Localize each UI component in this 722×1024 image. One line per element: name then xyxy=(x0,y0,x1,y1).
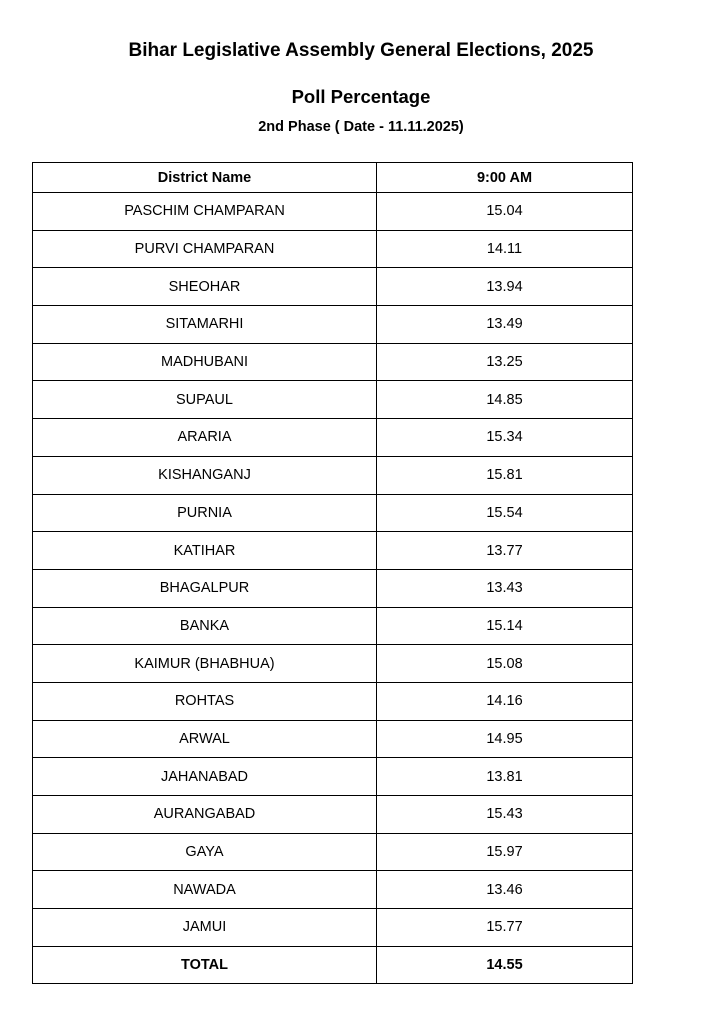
district-name-cell: MADHUBANI xyxy=(33,343,377,381)
column-header-time: 9:00 AM xyxy=(377,163,633,193)
district-name-cell: NAWADA xyxy=(33,871,377,909)
district-name-cell: SUPAUL xyxy=(33,381,377,419)
table-row xyxy=(33,645,633,683)
table-row xyxy=(33,796,633,834)
table-row xyxy=(33,230,633,268)
poll-percentage-cell: 15.34 xyxy=(377,419,633,457)
table-body xyxy=(33,193,633,984)
poll-percentage-cell: 15.04 xyxy=(377,193,633,231)
table-row xyxy=(33,833,633,871)
table-row xyxy=(33,381,633,419)
table-row xyxy=(33,682,633,720)
poll-percentage-cell: 13.49 xyxy=(377,306,633,344)
table-row xyxy=(33,909,633,947)
poll-percentage-cell: 15.97 xyxy=(377,833,633,871)
document-subtitle: Poll Percentage xyxy=(291,86,431,107)
phase-date-line: 2nd Phase ( Date - 11.11.2025) xyxy=(258,119,464,135)
district-name-cell: PURVI CHAMPARAN xyxy=(33,230,377,268)
table-row xyxy=(33,419,633,457)
district-name-cell: KAIMUR (BHABHUA) xyxy=(33,645,377,683)
table-row xyxy=(33,268,633,306)
district-name-cell: GAYA xyxy=(33,833,377,871)
table-row xyxy=(33,569,633,607)
total-row xyxy=(33,946,633,984)
poll-percentage-cell: 14.95 xyxy=(377,720,633,758)
column-header-district: District Name xyxy=(33,163,377,193)
poll-percentage-cell: 13.25 xyxy=(377,343,633,381)
poll-percentage-cell: 15.14 xyxy=(377,607,633,645)
table-row xyxy=(33,306,633,344)
district-name-cell: PURNIA xyxy=(33,494,377,532)
poll-percentage-cell: 14.16 xyxy=(377,682,633,720)
table-row xyxy=(33,193,633,231)
poll-percentage-cell: 15.08 xyxy=(377,645,633,683)
total-value: 14.55 xyxy=(377,946,633,984)
total-label: TOTAL xyxy=(33,946,377,984)
district-name-cell: KISHANGANJ xyxy=(33,456,377,494)
district-name-cell: JAHANABAD xyxy=(33,758,377,796)
table-row xyxy=(33,532,633,570)
poll-percentage-cell: 15.81 xyxy=(377,456,633,494)
poll-percentage-cell: 13.77 xyxy=(377,532,633,570)
poll-percentage-cell: 14.85 xyxy=(377,381,633,419)
district-name-cell: BHAGALPUR xyxy=(33,569,377,607)
poll-percentage-cell: 15.54 xyxy=(377,494,633,532)
district-name-cell: SHEOHAR xyxy=(33,268,377,306)
district-name-cell: PASCHIM CHAMPARAN xyxy=(33,193,377,231)
table-row xyxy=(33,758,633,796)
poll-percentage-cell: 13.81 xyxy=(377,758,633,796)
district-name-cell: AURANGABAD xyxy=(33,796,377,834)
district-name-cell: SITAMARHI xyxy=(33,306,377,344)
poll-percentage-cell: 13.94 xyxy=(377,268,633,306)
district-name-cell: JAMUI xyxy=(33,909,377,947)
poll-percentage-cell: 14.11 xyxy=(377,230,633,268)
table-header-row xyxy=(33,163,633,193)
poll-percentage-cell: 15.43 xyxy=(377,796,633,834)
table-row xyxy=(33,720,633,758)
district-name-cell: ARARIA xyxy=(33,419,377,457)
table-row xyxy=(33,456,633,494)
poll-percentage-cell: 13.43 xyxy=(377,569,633,607)
table-row xyxy=(33,494,633,532)
poll-percentage-cell: 13.46 xyxy=(377,871,633,909)
table-row xyxy=(33,871,633,909)
district-name-cell: BANKA xyxy=(33,607,377,645)
district-name-cell: KATIHAR xyxy=(33,532,377,570)
table-row xyxy=(33,607,633,645)
poll-percentage-cell: 15.77 xyxy=(377,909,633,947)
table-row xyxy=(33,343,633,381)
district-name-cell: ARWAL xyxy=(33,720,377,758)
poll-percentage-table xyxy=(32,162,633,984)
document-title: Bihar Legislative Assembly General Elections, 2025 xyxy=(128,40,594,61)
district-name-cell: ROHTAS xyxy=(33,682,377,720)
